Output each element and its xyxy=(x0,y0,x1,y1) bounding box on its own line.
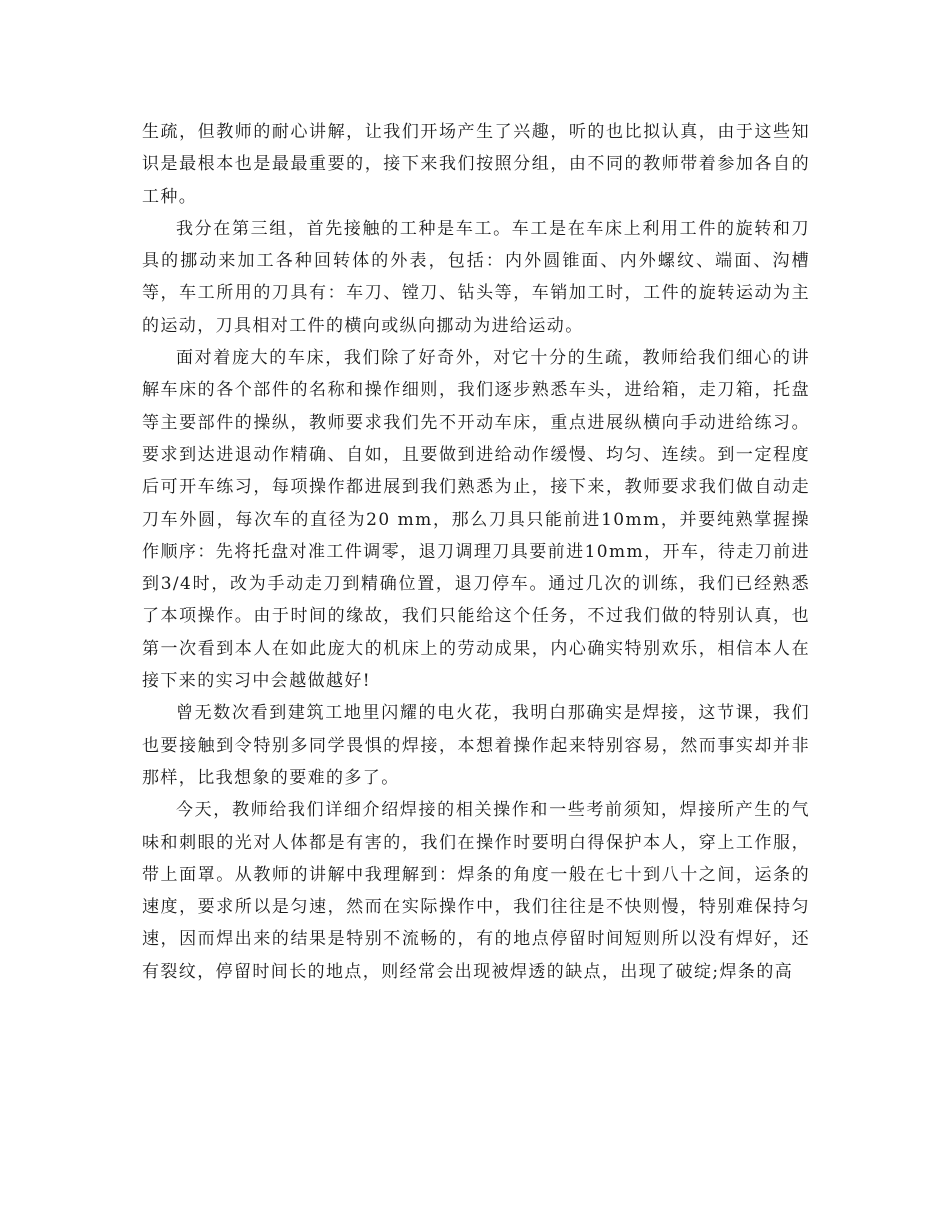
paragraph-1: 生疏，但教师的耐心讲解，让我们开场产生了兴趣，听的也比拟认真，由于这些知识是最根本也是最最重要的，接下来我们按照分组，由不同的教师带着参加各自的工种。 xyxy=(142,122,810,207)
paragraph-3: 面对着庞大的车床，我们除了好奇外，对它十分的生疏，教师给我们细心的讲解车床的各个部件的名称和操作细则，我们逐步熟悉车头，进给箱，走刀箱，托盘等主要部件的操纵，教师要求我们先不开动车床，重点进展纵横向手动进给练习。要求到达进退动作精确、自如，且要做到进给动作缓慢、均匀、连续。到一定程度后可开车练习，每项操作都进展到我们熟悉为止，接下来，教师要求我们做自动走刀车外圆，每次车的直径为20 mm，那么刀具只能前进10mm，并要纯熟掌握操作顺序：先将托盘对准工件调零，退刀调理刀具要前进10mm，开车，待走刀前进到3/4时，改为手动走刀到精确位置，退刀停车。通过几次的训练，我们已经熟悉了本项操作。由于时间的缘故，我们只能给这个任务，不过我们做的特别认真，也第一次看到本人在如此庞大的机床上的劳动成果，内心确实特别欢乐，相信本人在接下来的实习中会越做越好! xyxy=(142,348,810,692)
paragraph-4: 曾无数次看到建筑工地里闪耀的电火花，我明白那确实是焊接，这节课，我们也要接触到令特别多同学畏惧的焊接，本想着操作起来特别容易，然而事实却并非那样，比我想象的要难的多了。 xyxy=(142,703,810,788)
paragraph-5: 今天，教师给我们详细介绍焊接的相关操作和一些考前须知，焊接所产生的气味和刺眼的光对人体都是有害的，我们在操作时要明白得保护本人，穿上工作服，带上面罩。从教师的讲解中我理解到：焊条的角度一般在七十到八十之间，运条的速度，要求所以是匀速，然而在实际操作中，我们往往是不快则慢，特别难保持匀速，因而焊出来的结果是特别不流畅的，有的地点停留时间短则所以没有焊好，还有裂纹，停留时间长的地点，则经常会出现被焊透的缺点，出现了破绽;焊条的高 xyxy=(142,800,810,982)
paragraph-2: 我分在第三组，首先接触的工种是车工。车工是在车床上利用工件的旋转和刀具的挪动来加工各种回转体的外表，包括：内外圆锥面、内外螺纹、端面、沟槽等，车工所用的刀具有：车刀、镗刀、钻头等，车销加工时，工件的旋转运动为主的运动，刀具相对工件的横向或纵向挪动为进给运动。 xyxy=(142,218,810,336)
document-body xyxy=(142,116,810,988)
